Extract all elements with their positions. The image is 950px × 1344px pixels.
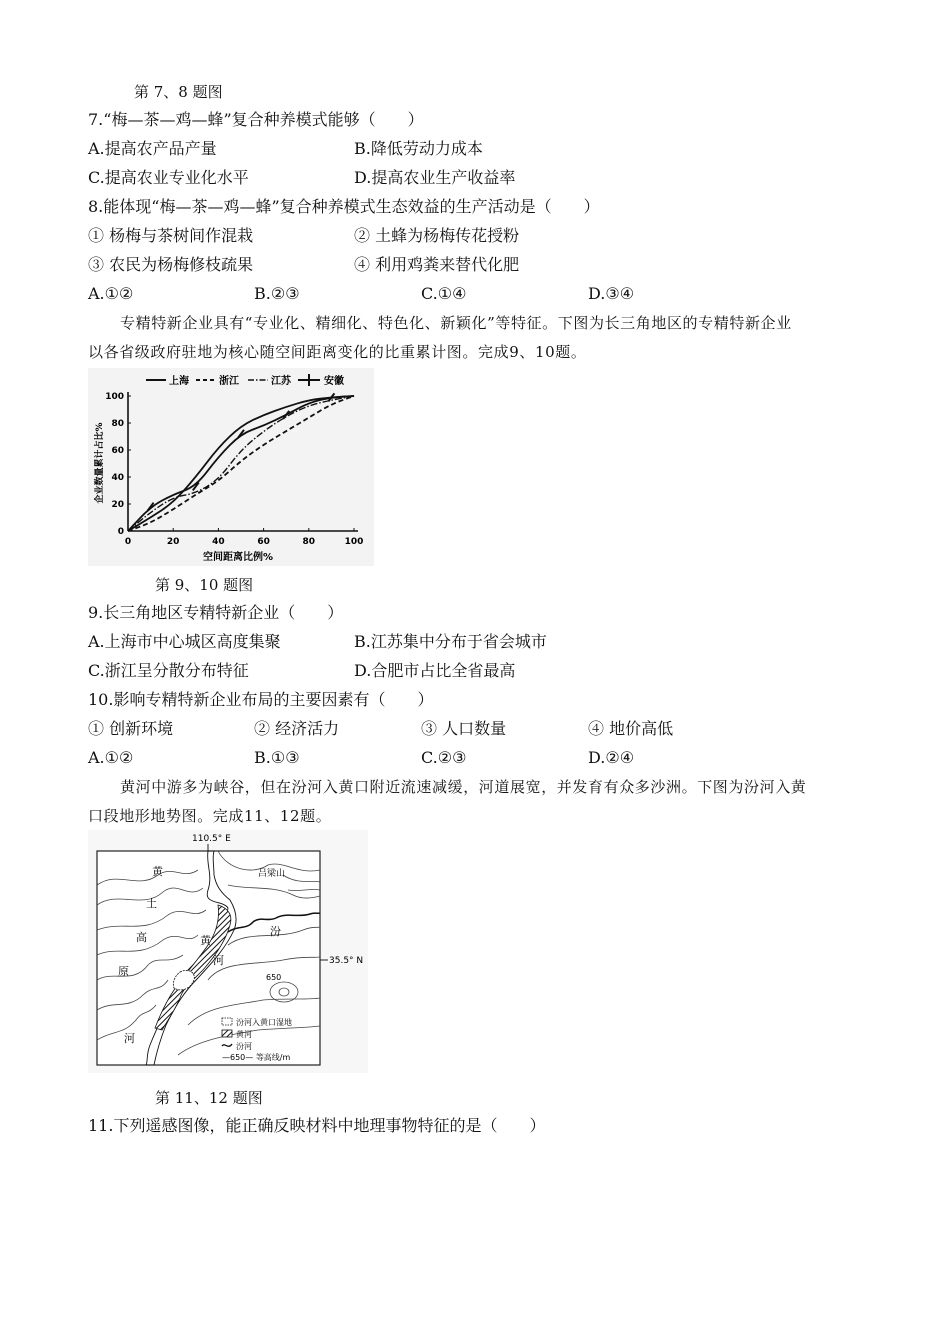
y-tick-label: 0 [117,527,124,537]
x-tick-label: 100 [344,537,364,547]
label-fen: 汾 [270,925,281,938]
y-tick-label: 80 [111,419,124,429]
question-11-stem: 11.下列遥感图像，能正确反映材料中地理事物特征的是（ ） [88,1116,546,1135]
label-huang: 黄 [152,865,163,878]
legend-label-zhejiang: 浙江 [219,376,239,387]
legend-wetland-label: 汾河入黄口湿地 [236,1018,292,1027]
intro-9-10-line-1: 专精特新企业具有“专业化、精细化、特色化、新颖化”等特征。下图为长三角地区的专精特新企业 [120,314,792,332]
x-axis-label: 空间距离比例% [202,552,274,563]
legend-label-jiangsu: 江苏 [271,376,291,387]
series-line-1 [128,396,354,531]
question-8-statement-3: ③ 农民为杨梅修枝疏果 [88,255,254,274]
legend-yellow-river-swatch [222,1030,232,1037]
question-10-option-a: A.①② [88,748,134,767]
y-axis-label: 企业数量累计占比% [95,422,105,504]
label-yuan: 原 [118,965,129,978]
question-10-statement-2: ② 经济活力 [254,719,340,738]
chart-svg [88,368,374,566]
intro-11-12-line-2: 口段地形地势图。完成11、12题。 [88,807,332,825]
contour-label-650: 650 [266,973,282,982]
legend-label-shanghai: 上海 [169,376,189,387]
question-10-option-d: D.②④ [588,748,635,767]
y-tick-label: 60 [111,446,124,456]
legend-fen-river-label: 汾河 [236,1042,252,1051]
question-9-option-d: D.合肥市占比全省最高 [354,661,516,680]
question-8-statement-2: ② 土蜂为杨梅传花授粉 [354,226,520,245]
cumulative-share-chart [88,368,374,566]
question-10-statement-4: ④ 地价高低 [588,719,674,738]
x-tick-label: 40 [212,537,225,547]
question-9-option-a: A.上海市中心城区高度集聚 [88,632,281,651]
label-yellow-river-he: 河 [213,954,224,967]
label-he: 河 [124,1032,135,1045]
longitude-label: 110.5° E [192,834,231,844]
question-7-option-a: A.提高农产品产量 [88,139,217,158]
question-7-option-c: C.提高农业专业化水平 [88,168,249,187]
label-lvliang-mountain: 吕梁山 [258,869,286,879]
x-tick-label: 60 [257,537,270,547]
legend-label-anhui: 安徽 [324,376,344,387]
question-10-statement-1: ① 创新环境 [88,719,174,738]
intro-9-10-line-2: 以各省级政府驻地为核心随空间距离变化的比重累计图。完成9、10题。 [88,343,587,361]
chart-legend [146,374,344,387]
question-8-option-c: C.①④ [421,284,467,303]
y-tick-label: 40 [111,473,124,483]
legend-contour-label: —650— 等高线/m [222,1053,291,1062]
intro-11-12-line-1: 黄河中游多为峡谷，但在汾河入黄口附近流速减缓，河道展宽，并发育有众多沙洲。下图为汾河入黄 [120,778,807,796]
label-yellow-river-huang: 黄 [200,934,211,947]
question-8-option-b: B.②③ [254,284,300,303]
question-8-option-a: A.①② [88,284,134,303]
question-9-stem: 9.长三角地区专精特新企业（ ） [88,603,344,622]
question-7-option-b: B.降低劳动力成本 [354,139,483,158]
question-7-option-d: D.提高农业生产收益率 [354,168,516,187]
question-8-statement-4: ④ 利用鸡粪来替代化肥 [354,255,520,274]
figure-7-8-caption: 第 7、8 题图 [134,83,223,101]
figure-11-12-caption: 第 11、12 题图 [155,1089,263,1107]
question-9-option-c: C.浙江呈分散分布特征 [88,661,249,680]
question-9-option-b: B.江苏集中分布于省会城市 [354,632,547,651]
question-10-statement-3: ③ 人口数量 [421,719,507,738]
latitude-label: 35.5° N [329,956,364,966]
map-svg [88,830,368,1073]
question-7-stem: 7.“梅—茶—鸡—蜂”复合种养模式能够（ ） [88,110,424,129]
legend-yellow-river-label: 黄河 [236,1030,252,1039]
question-10-stem: 10.影响专精特新企业布局的主要因素有（ ） [88,690,434,709]
y-tick-label: 100 [105,392,124,402]
figure-9-10-caption: 第 9、10 题图 [155,576,254,594]
question-10-option-c: C.②③ [421,748,467,767]
x-tick-label: 20 [166,537,180,547]
label-tu: 土 [146,897,157,910]
question-8-option-d: D.③④ [588,284,635,303]
x-tick-label: 0 [124,537,132,547]
label-gao: 高 [136,931,147,944]
question-8-statement-1: ① 杨梅与茶树间作混栽 [88,226,254,245]
x-tick-label: 80 [302,537,316,547]
question-10-option-b: B.①③ [254,748,300,767]
y-tick-label: 20 [111,500,124,510]
fen-river-mouth-map [88,830,368,1073]
legend-wetland-swatch [222,1018,232,1025]
question-8-stem: 8.能体现“梅—茶—鸡—蜂”复合种养模式生态效益的生产活动是（ ） [88,197,600,216]
